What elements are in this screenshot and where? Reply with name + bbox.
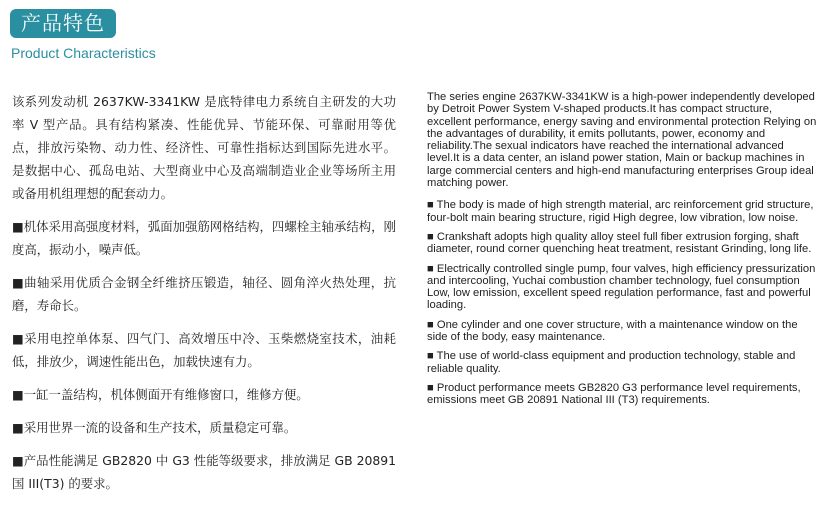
section-subtitle: Product Characteristics xyxy=(11,45,156,61)
chinese-intro: 该系列发动机 2637KW-3341KW 是底特律电力系统自主研发的大功率 V 型产品。具有结构紧凑、性能优异、节能环保、可靠耐用等优点，排放污染物、动力性、经济性、可靠性指标达到国际先进水平。是数据中心、孤岛电站、大型商业中心及高端制造业企业等场所主用或备用机组理想的配套动力。 xyxy=(12,94,396,201)
chinese-bullet-crankshaft: ■曲轴采用优质合金钢全纤维挤压锻造，轴径、圆角淬火热处理，抗磨，寿命长。 xyxy=(12,275,396,313)
chinese-column xyxy=(12,90,396,505)
english-bullet-fuel-system: ■ Electrically controlled single pump, four valves, high efficiency pressurization and intercooling, Yuchai combustion chamber technology, fuel consumption Low, low emission, excellent speed regulation performance, fast and powerful loading. xyxy=(427,262,816,312)
english-column xyxy=(427,91,817,414)
chinese-bullet-standards: ■产品性能满足 GB2820 中 G3 性能等级要求，排放满足 GB 20891 国 III(T3) 的要求。 xyxy=(12,453,396,491)
english-bullet-body: ■ The body is made of high strength material, arc reinforcement grid structure, four-bolt main bearing structure, rigid High degree, low vibration, low noise. xyxy=(427,199,814,224)
english-bullet-equipment: ■ The use of world-class equipment and production technology, stable and reliable quality. xyxy=(427,350,796,375)
chinese-bullet-fuel-system: ■采用电控单体泵、四气门、高效增压中冷、玉柴燃烧室技术，油耗低，排放少，调速性能出色，加载快速有力。 xyxy=(12,331,396,369)
english-intro: The series engine 2637KW-3341KW is a high-power independently developed by Detroit Power System V-shaped products.It has compact structure, excellent performance, energy saving and environmental protection Relying on the advantages of durability, it emits pollutants, power, economy and reliability.The sexual indicators have reached the international advanced level.It is a data center, an island power station, Main or backup machines in large commercial centers and high-end manufacturing enterprises Group ideal matching power. xyxy=(427,91,817,190)
section-title: 产品特色 xyxy=(10,9,116,38)
chinese-bullet-cylinder: ■一缸一盖结构，机体侧面开有维修窗口，维修方便。 xyxy=(12,387,309,402)
english-bullet-crankshaft: ■ Crankshaft adopts high quality alloy steel full fiber extrusion forging, shaft diameter, round corner quenching heat treatment, resistant Grinding, long life. xyxy=(427,230,812,256)
english-bullet-cylinder: ■ One cylinder and one cover structure, with a maintenance window on the side of the body, easy maintenance. xyxy=(427,318,798,344)
chinese-bullet-equipment: ■采用世界一流的设备和生产技术，质量稳定可靠。 xyxy=(12,420,297,435)
english-bullet-standards: ■ Product performance meets GB2820 G3 performance level requirements, emissions meet GB 20891 National III (T3) requirements. xyxy=(427,381,801,407)
chinese-bullet-body: ■机体采用高强度材料，弧面加强筋网格结构，四螺栓主轴承结构，刚度高，振动小，噪声低。 xyxy=(12,219,396,257)
